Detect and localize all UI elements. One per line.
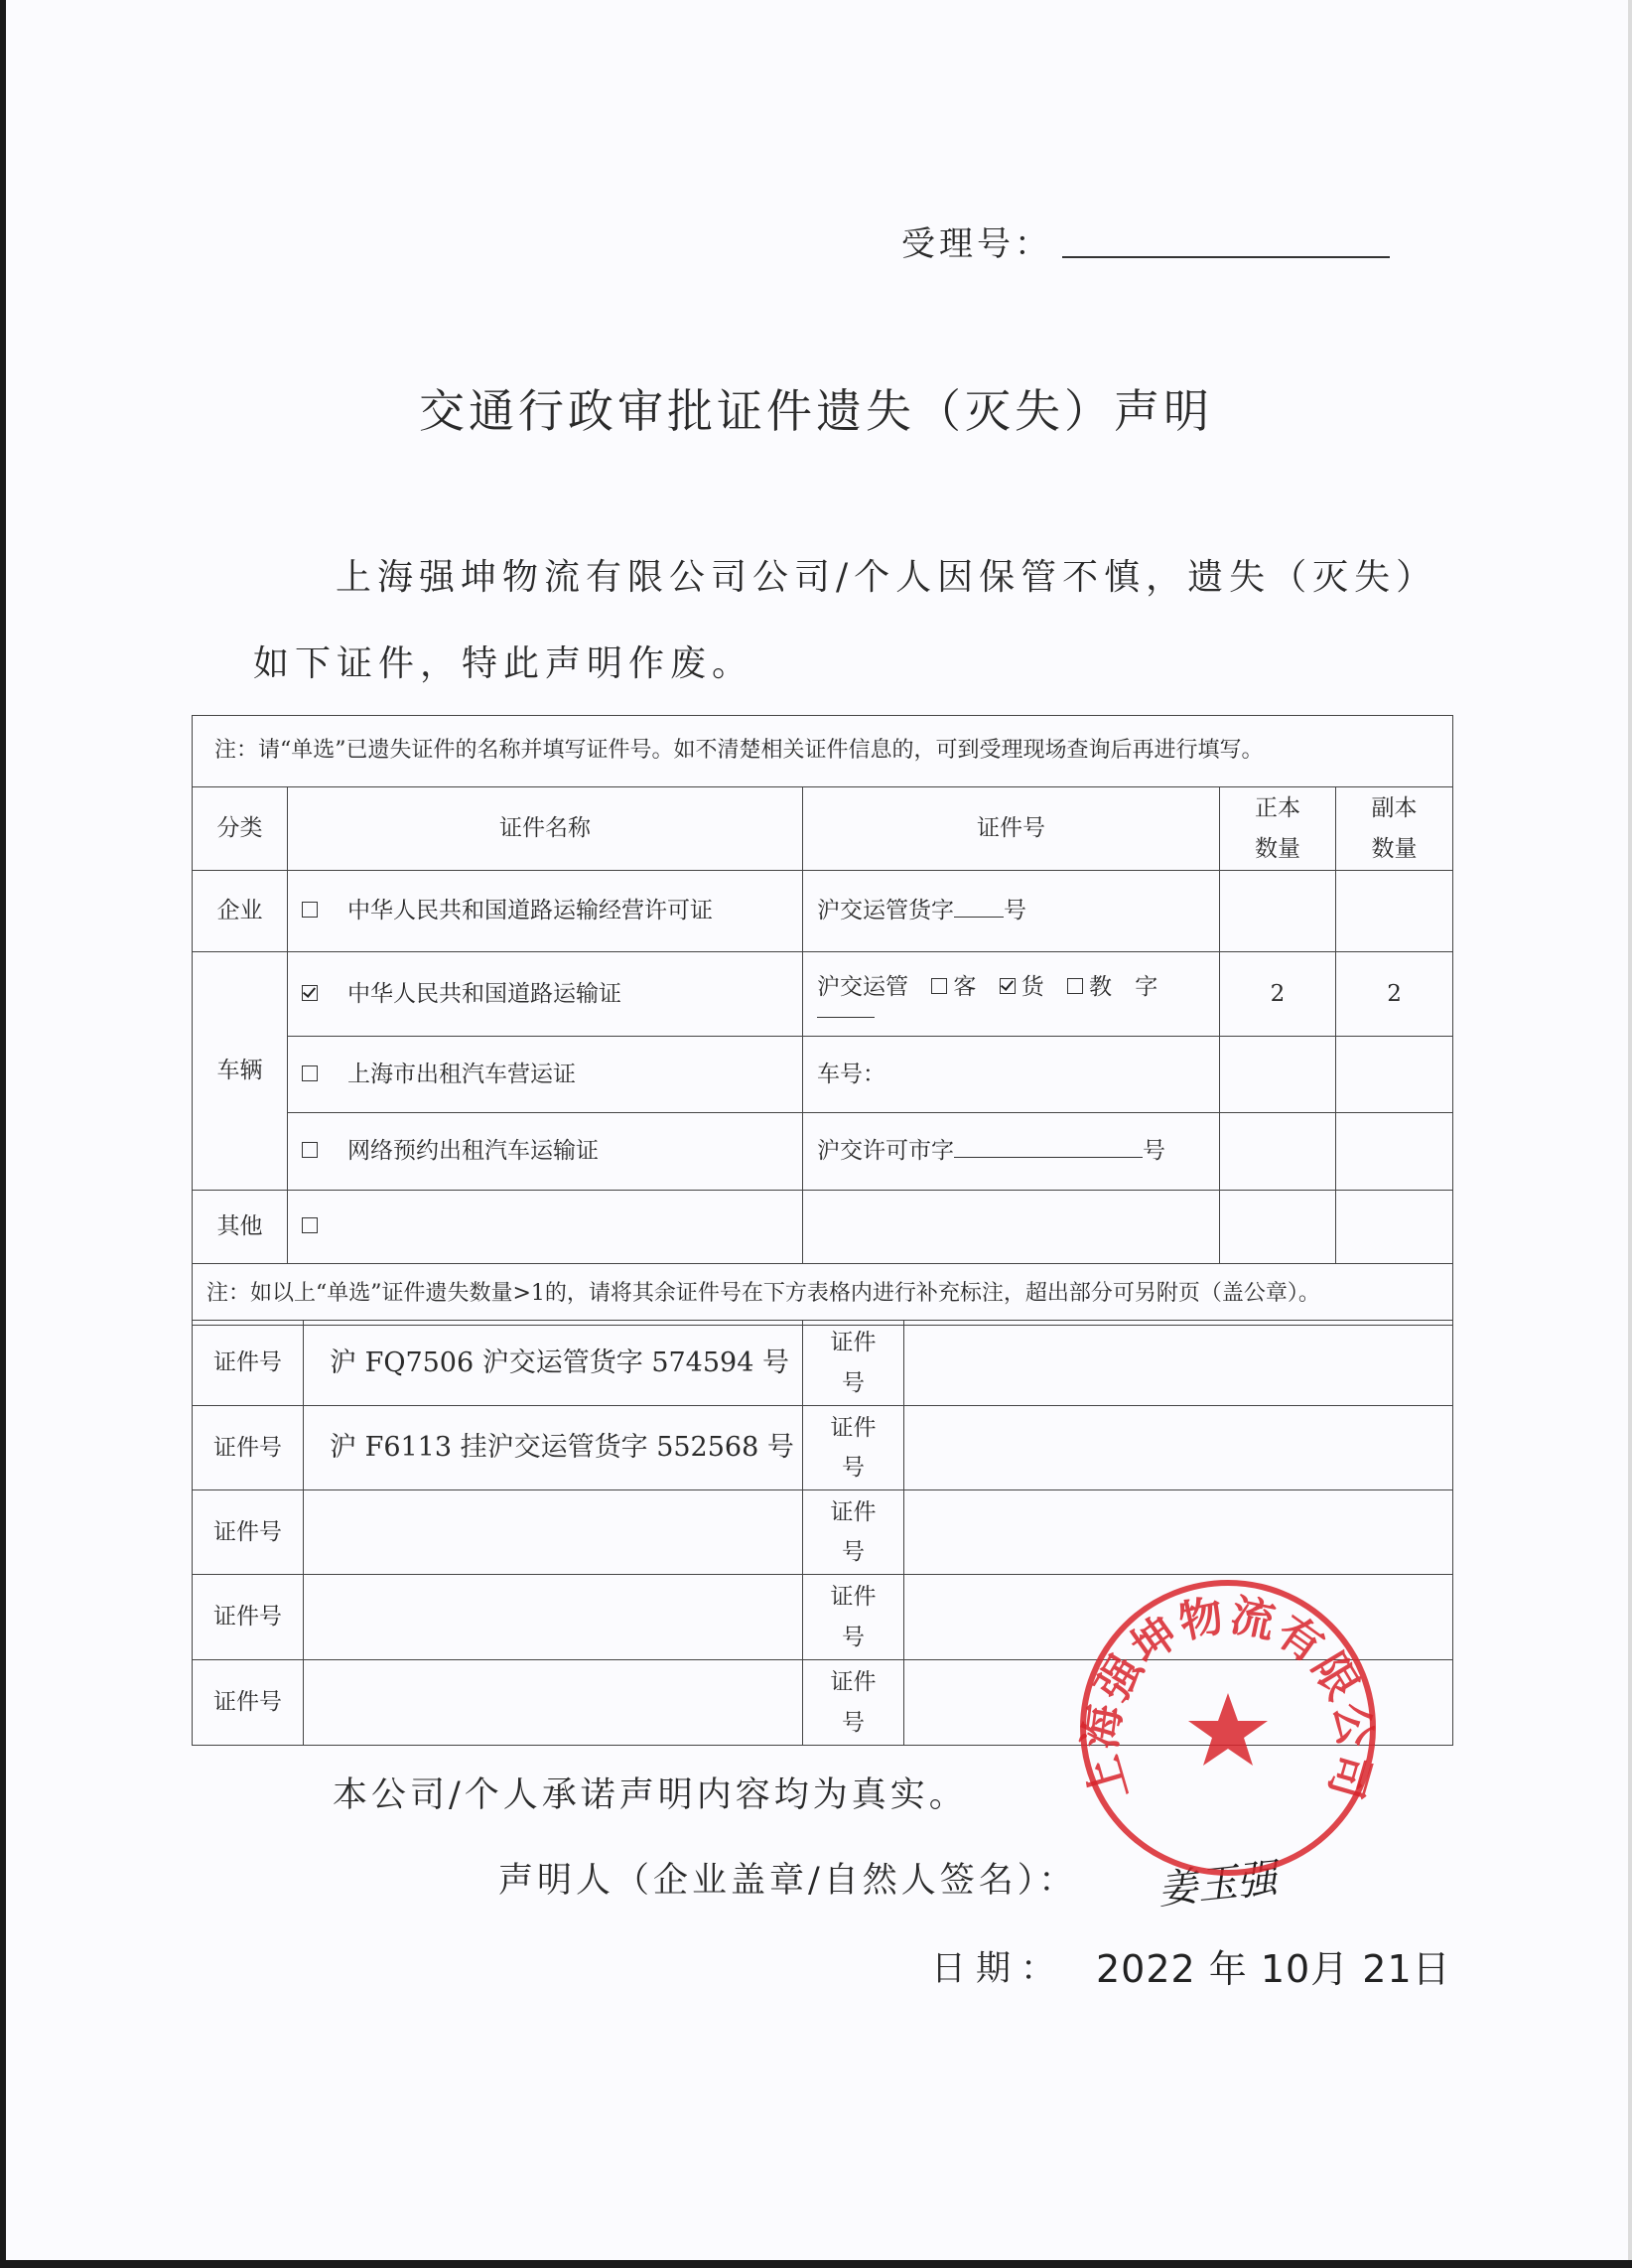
intro-line-1: 上海强坤物流有限公司公司/个人因保管不慎，遗失（灭失） (336, 557, 1438, 598)
ride-hailing-cert-no: 沪交许可市字 号 (803, 1113, 1220, 1191)
taxi-cert-no: 车号： (803, 1037, 1220, 1113)
other-cert-checkbox[interactable] (302, 1217, 318, 1233)
ride-hailing-copy-qty[interactable] (1336, 1113, 1453, 1191)
vehicle-cert-row-3 (288, 1113, 803, 1191)
supplement-cert-value-right[interactable] (904, 1406, 1453, 1490)
accept-number-label: 受理号： (901, 224, 1052, 264)
lost-certificate-table (192, 715, 1453, 1326)
table-note-bottom: 注：如以上“单选”证件遗失数量>1的，请将其余证件号在下方表格内进行补充标注，超出部分可另附页（盖公章）。 (193, 1264, 1453, 1326)
category-other: 其他 (193, 1191, 288, 1264)
transport-cert-checkbox-checked[interactable] (302, 985, 318, 1001)
supplement-label: 证件号 (193, 1660, 304, 1746)
transport-copy-qty[interactable]: 2 (1336, 952, 1453, 1037)
header-category: 分类 (193, 787, 288, 871)
supplement-cert-value[interactable] (304, 1660, 803, 1746)
scan-edge-right (1628, 0, 1632, 2268)
passenger-checkbox[interactable] (931, 978, 947, 994)
declarant-label: 声明人（企业盖章/自然人签名）： (498, 1861, 1078, 1901)
supplement-cert-value[interactable] (304, 1490, 803, 1575)
seal-company-name: 上海强坤物流有限公司 (1075, 1590, 1381, 1806)
ride-hailing-orig-qty[interactable] (1220, 1113, 1336, 1191)
seal-star-icon (1188, 1693, 1268, 1766)
teaching-checkbox[interactable] (1067, 978, 1083, 994)
header-orig-qty: 正本 数量 (1220, 787, 1336, 871)
handwritten-signature: 姜玉强 (1156, 1855, 1280, 1914)
date-label: 日期： (931, 1949, 1066, 1989)
scan-edge-bottom (0, 2260, 1632, 2268)
supplement-label-right: 证件 号 (803, 1575, 904, 1660)
supplement-label-right: 证件 号 (803, 1490, 904, 1575)
date-value: 2022 年 10月 21日 (1096, 1947, 1451, 1991)
other-cert-no[interactable] (803, 1191, 1220, 1264)
scan-edge-left (0, 0, 6, 2268)
company-seal-stamp (1074, 1574, 1382, 1882)
document-title: 交通行政审批证件遗失（灭失）声明 (419, 384, 1213, 438)
category-enterprise: 企业 (193, 871, 288, 952)
transport-no-blank[interactable] (817, 1001, 875, 1018)
supplement-cert-value[interactable] (304, 1575, 803, 1660)
enterprise-cert-name: 中华人民共和国道路运输经营许可证 (347, 898, 713, 924)
enterprise-orig-qty[interactable] (1220, 871, 1336, 952)
other-copy-qty[interactable] (1336, 1191, 1453, 1264)
supplement-label-right: 证件 号 (803, 1406, 904, 1490)
accept-number-field[interactable] (1062, 256, 1390, 258)
other-cert-row (288, 1191, 803, 1264)
supplement-label: 证件号 (193, 1321, 304, 1406)
enterprise-cert-no: 沪交运管货字 号 (803, 871, 1220, 952)
taxi-cert-checkbox[interactable] (302, 1065, 318, 1081)
supplement-label: 证件号 (193, 1575, 304, 1660)
promise-statement: 本公司/个人承诺声明内容均为真实。 (333, 1775, 968, 1815)
taxi-copy-qty[interactable] (1336, 1037, 1453, 1113)
enterprise-no-blank[interactable] (954, 899, 1004, 918)
enterprise-copy-qty[interactable] (1336, 871, 1453, 952)
cargo-checkbox-checked[interactable] (1000, 978, 1016, 994)
enterprise-cert-row (288, 871, 803, 952)
ride-hailing-no-blank[interactable] (954, 1139, 1143, 1158)
supplement-label: 证件号 (193, 1406, 304, 1490)
taxi-orig-qty[interactable] (1220, 1037, 1336, 1113)
supplement-label-right: 证件 号 (803, 1321, 904, 1406)
enterprise-checkbox[interactable] (302, 902, 318, 918)
supplement-label: 证件号 (193, 1490, 304, 1575)
supplement-cert-value-right[interactable] (904, 1321, 1453, 1406)
transport-cert-no: 沪交运管 客 货 教 字 (803, 952, 1220, 1037)
supplement-cert-value-right[interactable] (904, 1490, 1453, 1575)
supplement-label-right: 证件 号 (803, 1660, 904, 1746)
taxi-cert-name: 上海市出租汽车营运证 (347, 1061, 576, 1087)
ride-hailing-cert-name: 网络预约出租汽车运输证 (347, 1138, 599, 1165)
transport-orig-qty[interactable]: 2 (1220, 952, 1336, 1037)
intro-line-2: 如下证件，特此声明作废。 (253, 643, 754, 684)
table-note-top: 注：请“单选”已遗失证件的名称并填写证件号。如不清楚相关证件信息的，可到受理现场查询后再进行填写。 (193, 716, 1453, 787)
vehicle-cert-row-2 (288, 1037, 803, 1113)
vehicle-cert-row-1 (288, 952, 803, 1037)
other-orig-qty[interactable] (1220, 1191, 1336, 1264)
header-cert-no: 证件号 (803, 787, 1220, 871)
supplement-cert-value[interactable]: 沪 FQ7506 沪交运管货字 574594 号 (304, 1321, 803, 1406)
supplement-cert-value[interactable]: 沪 F6113 挂沪交运管货字 552568 号 (304, 1406, 803, 1490)
category-vehicle: 车辆 (193, 952, 288, 1191)
header-cert-name: 证件名称 (288, 787, 803, 871)
header-copy-qty: 副本 数量 (1336, 787, 1453, 871)
ride-hailing-cert-checkbox[interactable] (302, 1142, 318, 1158)
transport-cert-name: 中华人民共和国道路运输证 (347, 980, 621, 1007)
